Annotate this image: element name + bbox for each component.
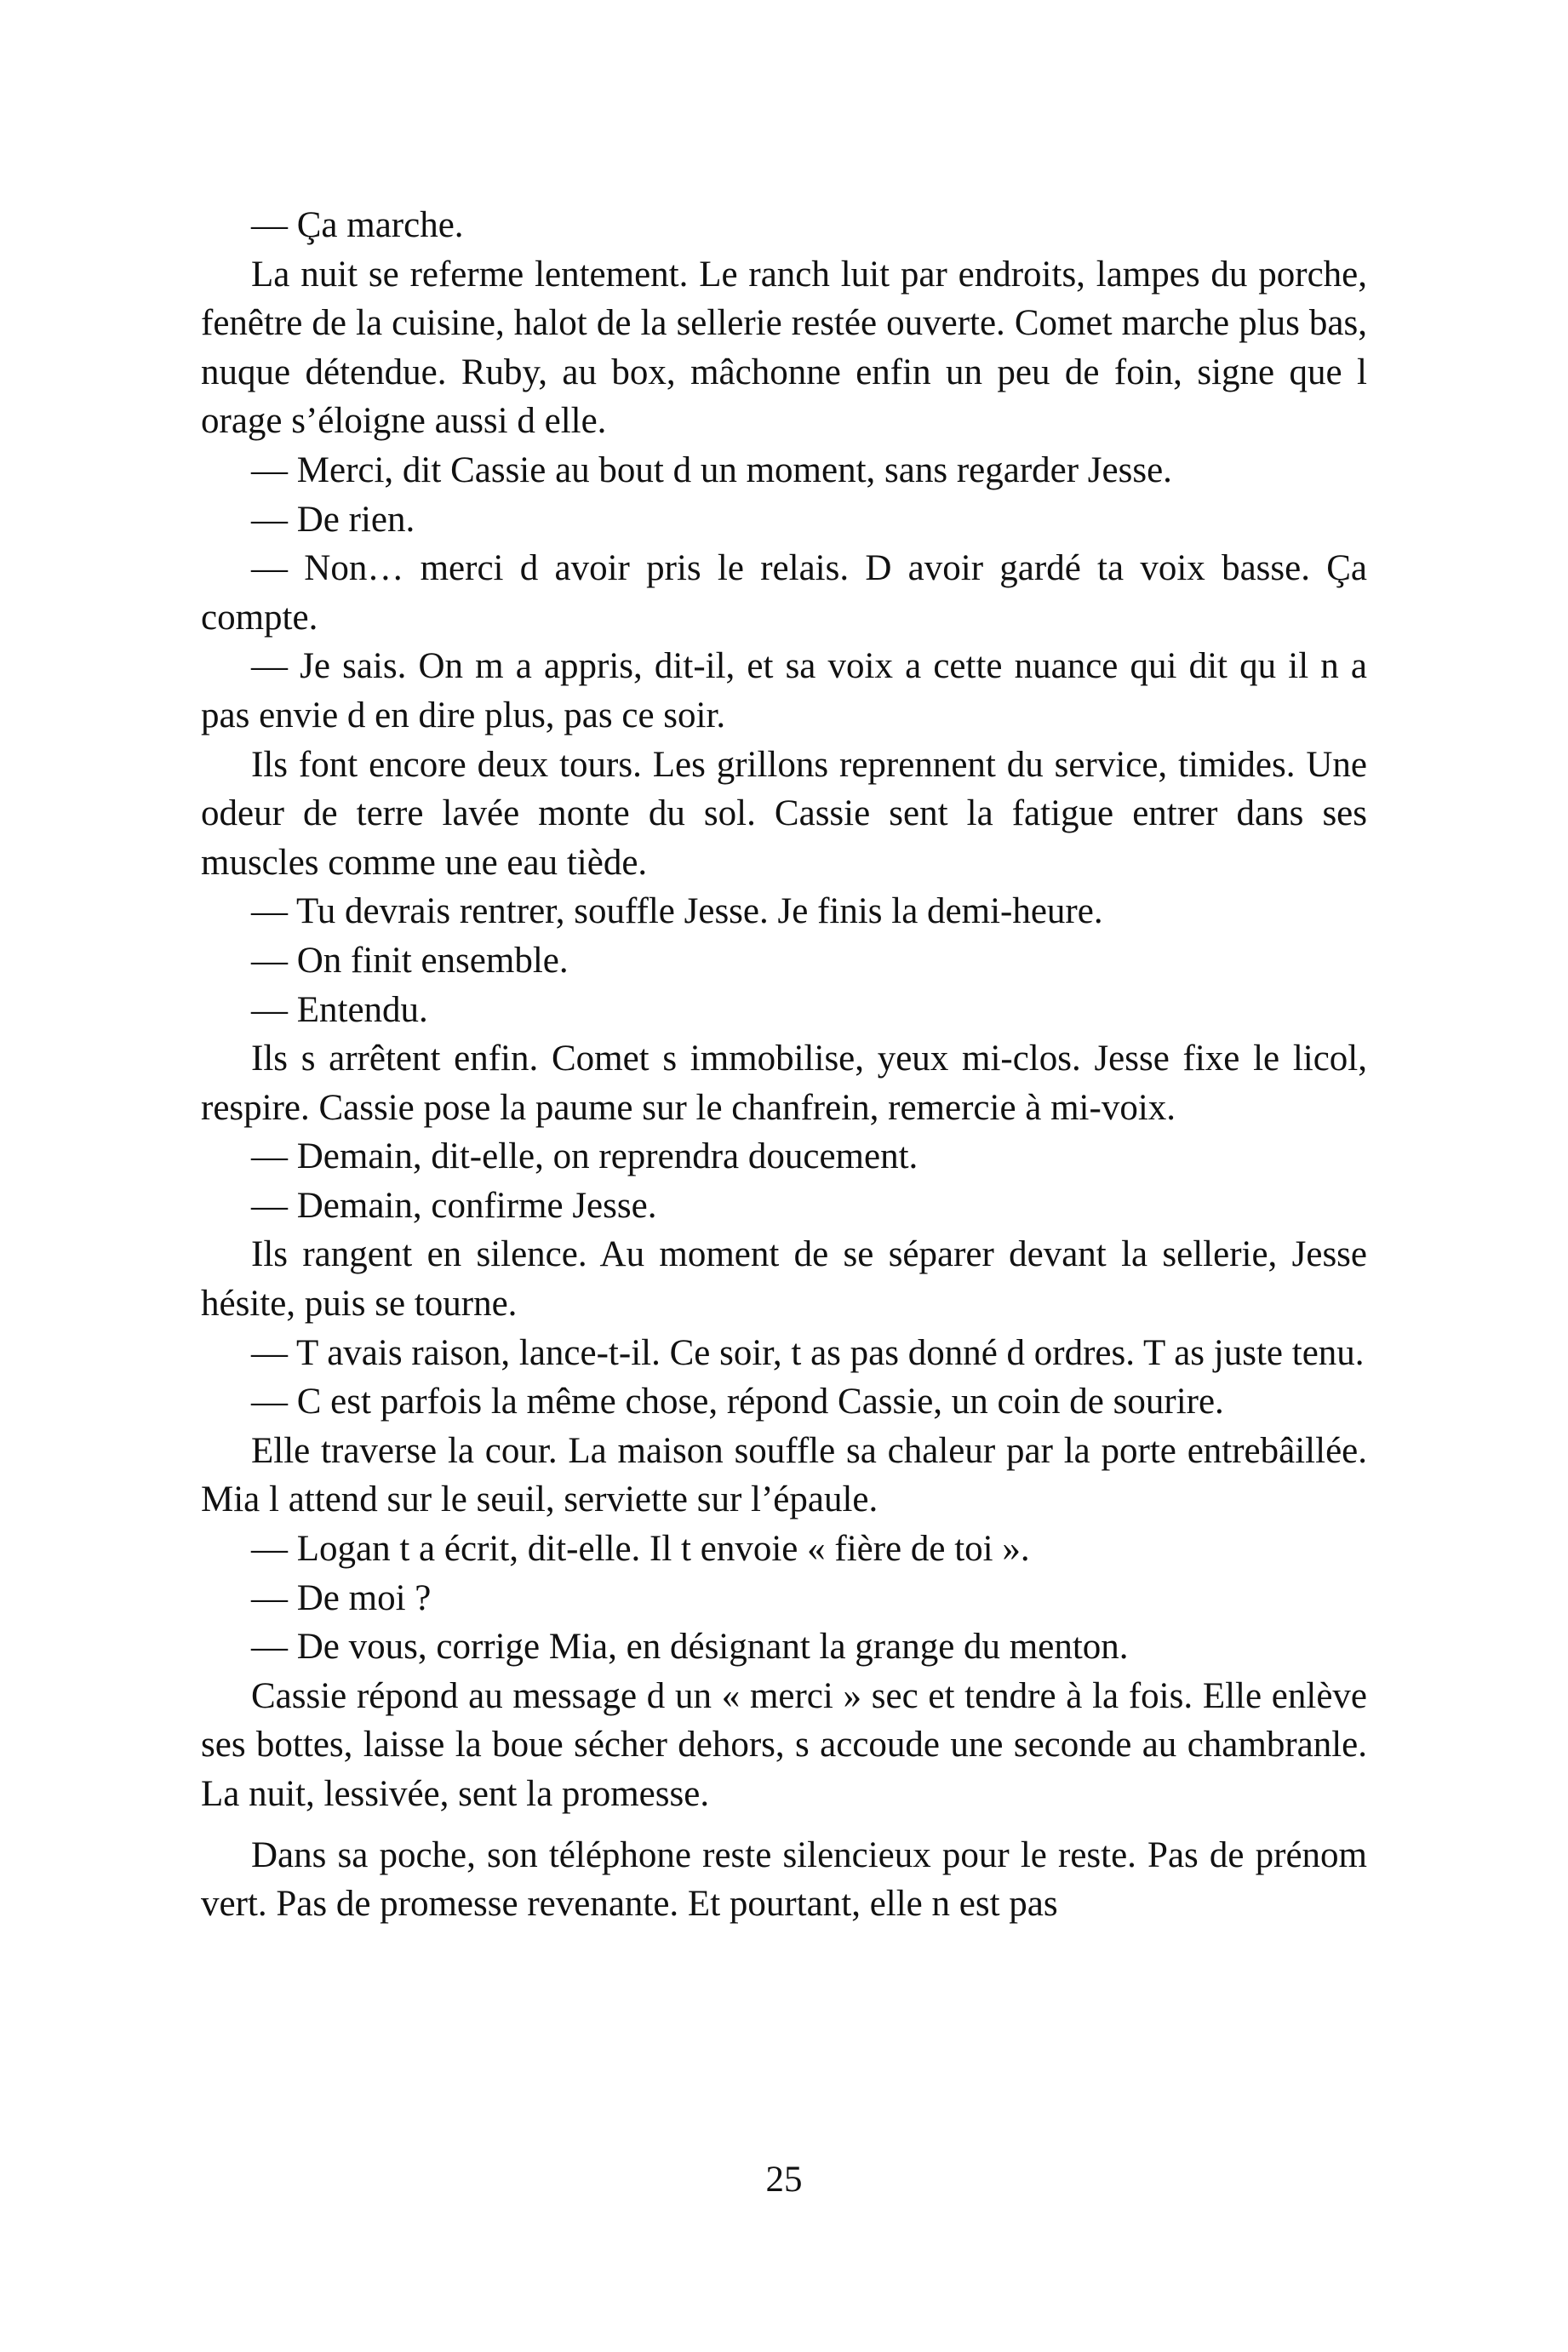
page-number: 25 bbox=[765, 2160, 803, 2200]
paragraph: — Non… merci d avoir pris le relais. D avoir gardé ta voix basse. Ça compte. bbox=[201, 548, 1367, 638]
paragraph: La nuit se referme lentement. Le ranch luit par endroits, lampes du porche, fenêtre de la cuisine, halot de la sellerie restée ouverte. Comet marche plus bas, nuque détendue. Ruby, au box, mâchonne enfin un peu de foin, signe que l orage s’éloigne aussi d elle. bbox=[201, 254, 1367, 442]
paragraph: — Merci, dit Cassie au bout d un moment, sans regarder Jesse. bbox=[251, 449, 1172, 490]
paragraph: Cassie répond au message d un « merci » sec et tendre à la fois. Elle enlève ses bottes, laisse la boue sécher dehors, s accoude une seconde au chambranle. La nuit, lessivée, sent la promesse. bbox=[201, 1675, 1367, 1814]
paragraph: Dans sa poche, son téléphone reste silencieux pour le reste. Pas de prénom vert. Pas de promesse revenante. Et pourtant, elle n est pas bbox=[201, 1834, 1367, 1925]
paragraph: — C est parfois la même chose, répond Cassie, un coin de sourire. bbox=[251, 1382, 1224, 1422]
paragraph: Ils s arrêtent enfin. Comet s immobilise, yeux mi-clos. Jesse fixe le licol, respire. Cassie pose la paume sur le chanfrein, remercie à mi-voix. bbox=[201, 1039, 1367, 1128]
paragraph: — T avais raison, lance-t-il. Ce soir, t as pas donné d ordres. T as juste tenu. bbox=[251, 1332, 1365, 1373]
paragraph: — De moi ? bbox=[251, 1577, 432, 1618]
paragraph: — De rien. bbox=[251, 499, 415, 540]
paragraph: — Demain, confirme Jesse. bbox=[251, 1185, 657, 1226]
paragraph: — Ça marche. bbox=[251, 205, 464, 245]
body-text bbox=[201, 201, 1367, 1929]
paragraph: — Tu devrais rentrer, souffle Jesse. Je finis la demi-heure. bbox=[251, 891, 1103, 932]
paragraph: — Logan t a écrit, dit-elle. Il t envoie « fière de toi ». bbox=[251, 1529, 1030, 1570]
paragraph: Ils rangent en silence. Au moment de se séparer devant la sellerie, Jesse hésite, puis se tourne. bbox=[201, 1234, 1367, 1325]
paragraph: — Je sais. On m a appris, dit-il, et sa voix a cette nuance qui dit qu il n a pas envie d en dire plus, pas ce soir. bbox=[201, 646, 1367, 735]
paragraph: Elle traverse la cour. La maison souffle sa chaleur par la porte entrebâillée. Mia l attend sur le seuil, serviette sur l’épaule. bbox=[201, 1430, 1367, 1520]
paragraph: — On finit ensemble. bbox=[251, 940, 569, 981]
paragraph: — Demain, dit-elle, on reprendra doucement. bbox=[251, 1136, 918, 1177]
paragraph: — De vous, corrige Mia, en désignant la grange du menton. bbox=[251, 1627, 1129, 1668]
paragraph: Ils font encore deux tours. Les grillons reprennent du service, timides. Une odeur de terre lavée monte du sol. Cassie sent la fatigue entrer dans ses muscles comme une eau tiède. bbox=[201, 744, 1367, 883]
paragraph: — Entendu. bbox=[251, 989, 428, 1030]
